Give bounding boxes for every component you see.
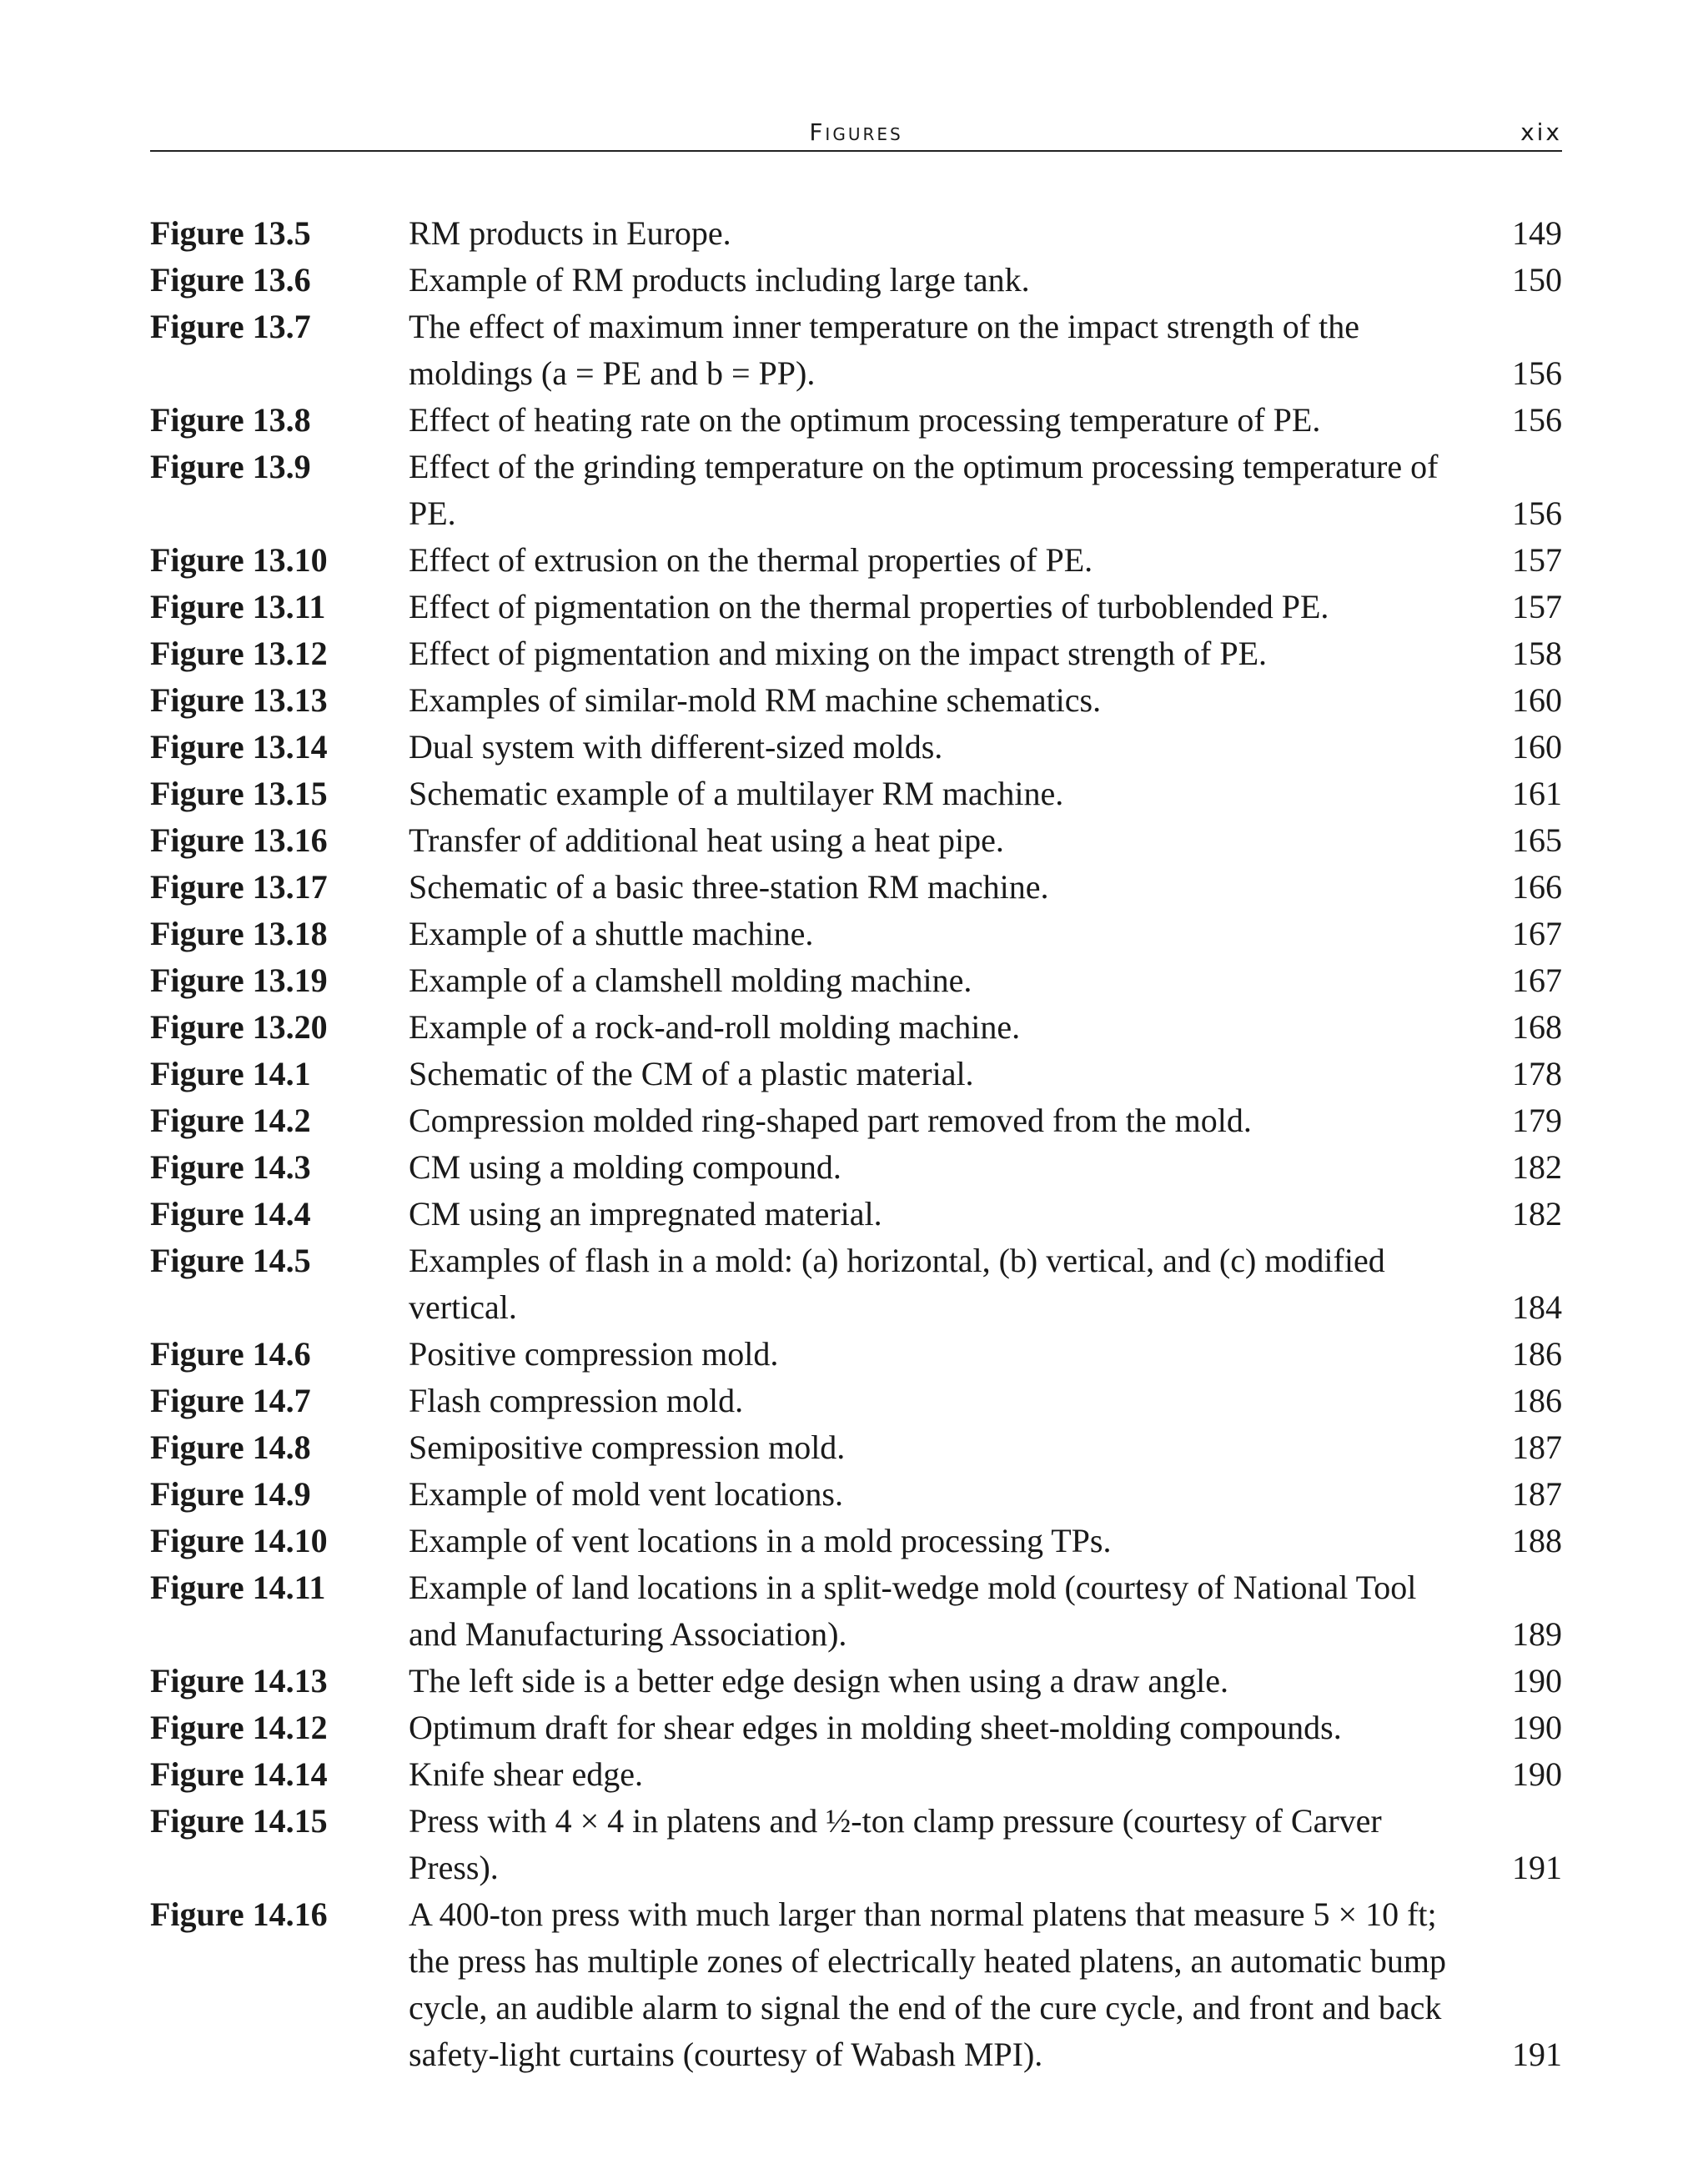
page-number: 158	[1512, 635, 1562, 672]
figure-caption: Knife shear edge.	[409, 1755, 643, 1793]
figure-label: Figure 13.20	[150, 1008, 328, 1046]
figure-caption: Example of a shuttle machine.	[409, 915, 814, 952]
page-number: 186	[1512, 1382, 1562, 1419]
figure-caption: Effect of the grinding temperature on the optimum processing temperature of PE.	[409, 448, 1439, 532]
figure-label: Figure 14.14	[150, 1755, 328, 1793]
figure-caption: Positive compression mold.	[409, 1335, 779, 1373]
list-item	[150, 1191, 1562, 1238]
list-item	[150, 584, 1562, 630]
figure-label: Figure 13.19	[150, 961, 328, 999]
figure-caption: Example of RM products including large tank.	[409, 261, 1030, 299]
figure-caption: Optimum draft for shear edges in molding sheet-molding compounds.	[409, 1709, 1342, 1746]
page-number: 156	[1512, 401, 1562, 439]
list-item	[150, 1751, 1562, 1798]
page-number: 149	[1512, 214, 1562, 252]
page-number: 184	[1512, 1288, 1562, 1326]
figure-caption: Example of a clamshell molding machine.	[409, 961, 972, 999]
page-number: 190	[1512, 1709, 1562, 1746]
figure-caption: Example of land locations in a split-wedge mold (courtesy of National Tool and Manufacturing Association).	[409, 1569, 1417, 1653]
page-number: 191	[1512, 2036, 1562, 2073]
figure-label: Figure 13.18	[150, 915, 328, 952]
page-number: 182	[1512, 1195, 1562, 1233]
figure-label: Figure 13.14	[150, 728, 328, 766]
figure-caption: Semipositive compression mold.	[409, 1428, 846, 1466]
figure-label: Figure 14.3	[150, 1148, 311, 1186]
figure-caption: Compression molded ring-shaped part removed from the mold.	[409, 1102, 1252, 1139]
figure-label: Figure 13.5	[150, 214, 311, 252]
list-item	[150, 1097, 1562, 1144]
running-head	[150, 115, 1562, 152]
page-number: 190	[1512, 1755, 1562, 1793]
list-item	[150, 1004, 1562, 1051]
page-number: 167	[1512, 915, 1562, 952]
page-number: 191	[1512, 1849, 1562, 1886]
page-number: 182	[1512, 1148, 1562, 1186]
figure-label: Figure 13.12	[150, 635, 328, 672]
figure-caption: Effect of extrusion on the thermal properties of PE.	[409, 541, 1093, 579]
figure-caption: Example of mold vent locations.	[409, 1475, 843, 1513]
figure-label: Figure 13.17	[150, 868, 328, 906]
list-item	[150, 1378, 1562, 1424]
figure-caption: Dual system with different-sized molds.	[409, 728, 943, 766]
list-item	[150, 1705, 1562, 1751]
figure-caption: Transfer of additional heat using a heat pipe.	[409, 821, 1004, 859]
list-item	[150, 444, 1562, 537]
figure-caption: Schematic of the CM of a plastic material.	[409, 1055, 974, 1092]
figure-caption: The effect of maximum inner temperature on the impact strength of the moldings (a = PE and b = PP).	[409, 308, 1359, 392]
page-number: 161	[1512, 775, 1562, 812]
figure-label: Figure 14.10	[150, 1522, 328, 1559]
figure-caption: Schematic example of a multilayer RM machine.	[409, 775, 1064, 812]
page-number: 179	[1512, 1102, 1562, 1139]
list-item	[150, 1564, 1562, 1658]
page	[150, 115, 1562, 2078]
figure-caption: Effect of pigmentation on the thermal properties of turboblended PE.	[409, 588, 1329, 625]
figure-caption: Effect of heating rate on the optimum processing temperature of PE.	[409, 401, 1321, 439]
figure-label: Figure 14.11	[150, 1569, 326, 1606]
figure-label: Figure 13.7	[150, 308, 311, 345]
page-number: 187	[1512, 1475, 1562, 1513]
page-number: 156	[1512, 495, 1562, 532]
list-item	[150, 771, 1562, 817]
figure-caption: Examples of flash in a mold: (a) horizontal, (b) vertical, and (c) modified vertical.	[409, 1242, 1385, 1326]
figure-label: Figure 13.6	[150, 261, 311, 299]
list-item	[150, 1331, 1562, 1378]
figure-label: Figure 13.9	[150, 448, 311, 485]
list-item	[150, 630, 1562, 677]
page-number: 189	[1512, 1615, 1562, 1653]
figure-label: Figure 14.7	[150, 1382, 311, 1419]
figure-caption: CM using a molding compound.	[409, 1148, 841, 1186]
list-item	[150, 1051, 1562, 1097]
figure-label: Figure 14.9	[150, 1475, 311, 1513]
page-number: 167	[1512, 961, 1562, 999]
list-item	[150, 957, 1562, 1004]
page-number: 157	[1512, 588, 1562, 625]
figure-caption: Flash compression mold.	[409, 1382, 744, 1419]
list-item	[150, 1518, 1562, 1564]
list-item	[150, 304, 1562, 397]
page-number: 160	[1512, 728, 1562, 766]
figure-caption: The left side is a better edge design when using a draw angle.	[409, 1662, 1229, 1700]
figure-label: Figure 14.2	[150, 1102, 311, 1139]
list-item	[150, 397, 1562, 444]
list-item	[150, 1891, 1562, 2078]
figure-label: Figure 14.12	[150, 1709, 328, 1746]
figure-caption: RM products in Europe.	[409, 214, 731, 252]
figure-label: Figure 14.8	[150, 1428, 311, 1466]
list-item	[150, 724, 1562, 771]
figure-label: Figure 13.11	[150, 588, 326, 625]
figure-label: Figure 14.1	[150, 1055, 311, 1092]
list-item	[150, 1144, 1562, 1191]
page-number: 166	[1512, 868, 1562, 906]
page-folio: xix	[1520, 118, 1562, 146]
list-item	[150, 537, 1562, 584]
figure-caption: Examples of similar-mold RM machine schematics.	[409, 681, 1102, 719]
figure-label: Figure 14.6	[150, 1335, 311, 1373]
figure-caption: CM using an impregnated material.	[409, 1195, 882, 1233]
figure-label: Figure 13.13	[150, 681, 328, 719]
page-number: 156	[1512, 354, 1562, 392]
figure-label: Figure 14.13	[150, 1662, 328, 1700]
page-number: 190	[1512, 1662, 1562, 1700]
figure-caption: Example of a rock-and-roll molding machine.	[409, 1008, 1021, 1046]
page-number: 165	[1512, 821, 1562, 859]
page-number: 187	[1512, 1428, 1562, 1466]
page-number: 178	[1512, 1055, 1562, 1092]
figure-label: Figure 13.10	[150, 541, 328, 579]
list-item	[150, 1471, 1562, 1518]
figure-label: Figure 14.15	[150, 1802, 328, 1840]
figure-caption: Press with 4 × 4 in platens and ½-ton clamp pressure (courtesy of Carver Press).	[409, 1802, 1382, 1886]
page-number: 157	[1512, 541, 1562, 579]
list-item	[150, 1798, 1562, 1891]
running-head-title: Figures	[809, 118, 903, 146]
page-number: 160	[1512, 681, 1562, 719]
figure-label: Figure 14.5	[150, 1242, 311, 1279]
figure-label: Figure 14.4	[150, 1195, 311, 1233]
list-item	[150, 1238, 1562, 1331]
figure-label: Figure 14.16	[150, 1895, 328, 1933]
list-item	[150, 210, 1562, 257]
figure-list	[150, 210, 1562, 2078]
list-item	[150, 911, 1562, 957]
figure-label: Figure 13.8	[150, 401, 311, 439]
list-item	[150, 1424, 1562, 1471]
figure-caption: Effect of pigmentation and mixing on the impact strength of PE.	[409, 635, 1268, 672]
page-number: 168	[1512, 1008, 1562, 1046]
list-item	[150, 817, 1562, 864]
figure-caption: A 400-ton press with much larger than normal platens that measure 5 × 10 ft; the press has multiple zones of electrically heated platens, an automatic bump cycle, an audible alarm to signal the end of the cure cycle, and front and back safety-light curtains (courtesy of Wabash MPI).	[409, 1895, 1447, 2073]
page-number: 150	[1512, 261, 1562, 299]
list-item	[150, 864, 1562, 911]
list-item	[150, 257, 1562, 304]
figure-caption: Example of vent locations in a mold processing TPs.	[409, 1522, 1112, 1559]
list-item	[150, 1658, 1562, 1705]
figure-label: Figure 13.15	[150, 775, 328, 812]
page-number: 186	[1512, 1335, 1562, 1373]
list-item	[150, 677, 1562, 724]
page-number: 188	[1512, 1522, 1562, 1559]
figure-label: Figure 13.16	[150, 821, 328, 859]
figure-caption: Schematic of a basic three-station RM machine.	[409, 868, 1049, 906]
